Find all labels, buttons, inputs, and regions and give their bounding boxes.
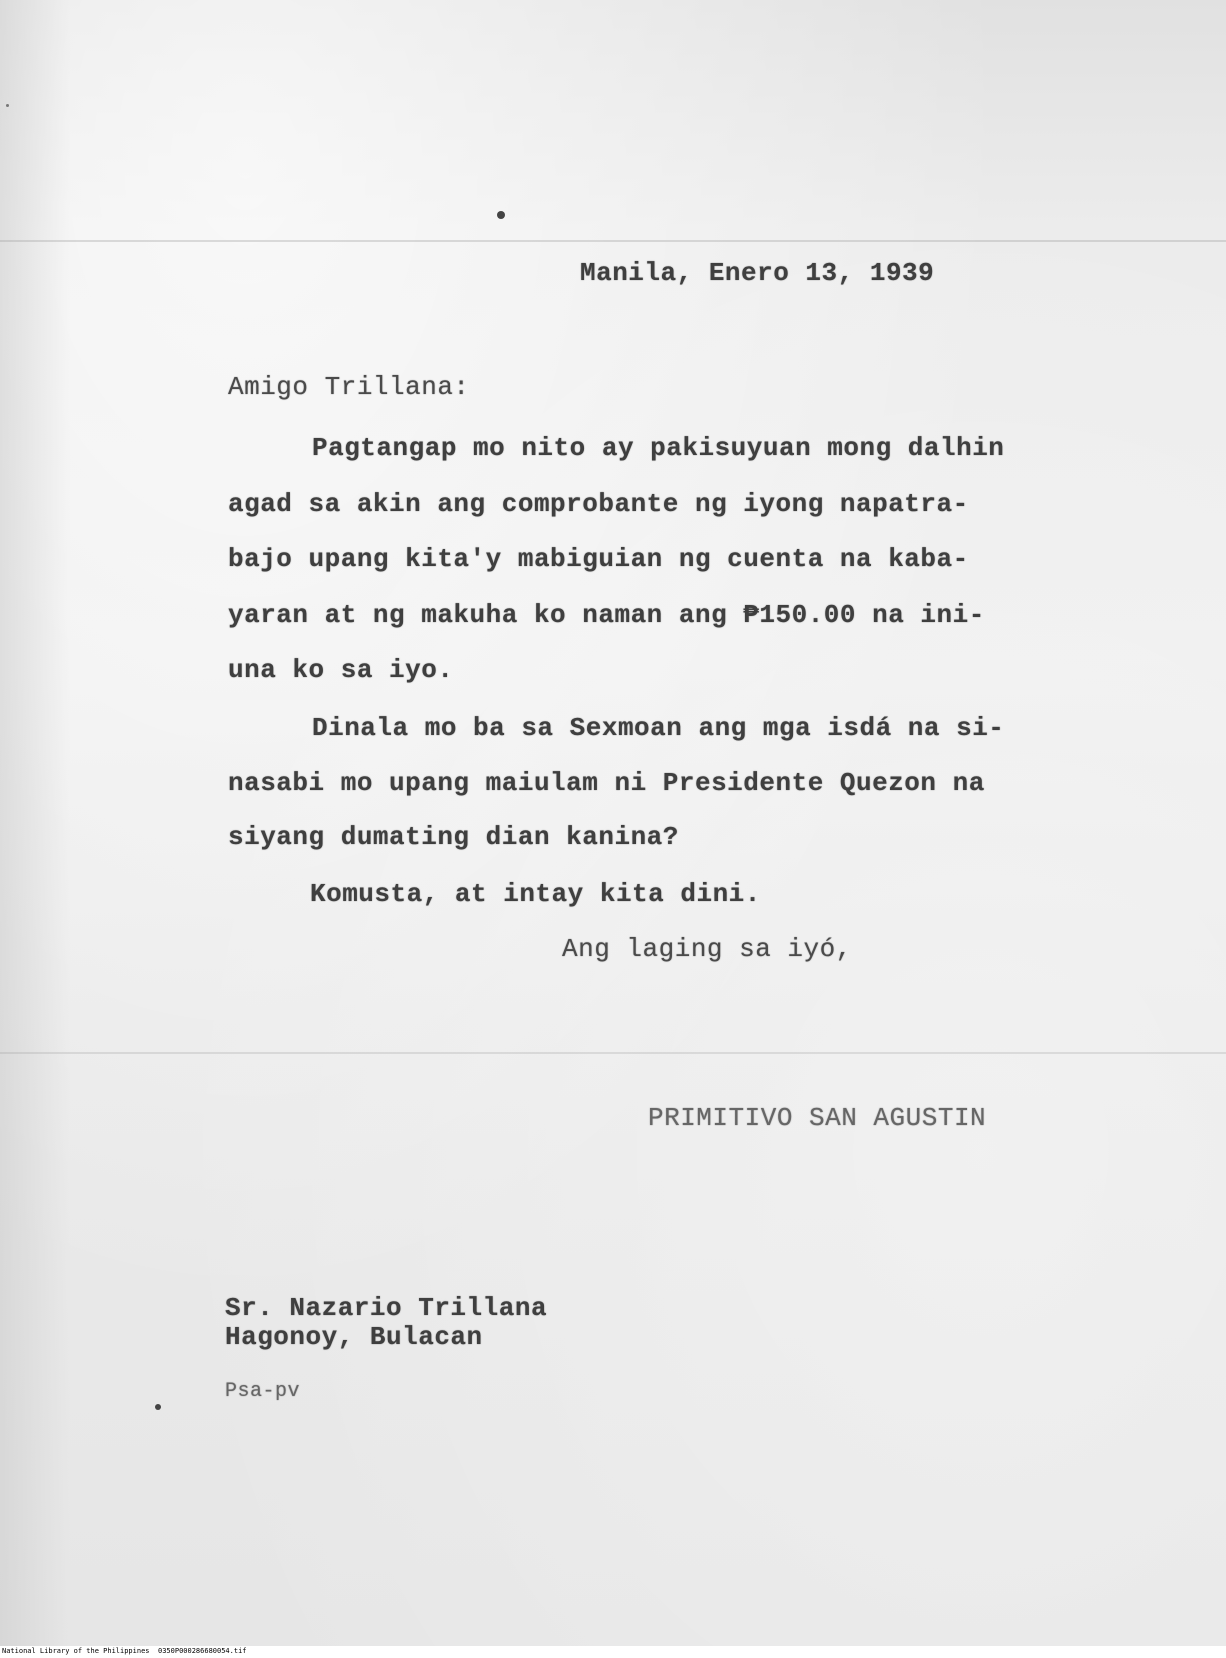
addressee-place: Hagonoy, Bulacan (225, 1322, 483, 1352)
letter-closing: Ang laging sa iyó, (562, 934, 852, 964)
letter-signature: PRIMITIVO SAN AGUSTIN (648, 1103, 987, 1133)
letter-line: siyang dumating dian kanina? (228, 822, 679, 852)
footer-file-name: 0350P000286680054.tif (158, 1647, 247, 1655)
ink-speck (155, 1404, 161, 1410)
paper-fold-line (0, 1052, 1226, 1054)
paper-fold-line (0, 240, 1226, 242)
letter-line: agad sa akin ang comprobante ng iyong napatra- (228, 489, 969, 519)
ink-speck (497, 211, 505, 219)
letter-line: Pagtangap mo nito ay pakisuyuan mong dalhin (312, 433, 1005, 463)
footer-library-name: National Library of the Philippines (2, 1647, 150, 1655)
ink-speck (6, 104, 9, 107)
reference-initials: Psa-pv (225, 1380, 301, 1403)
paper-crease (0, 0, 70, 1646)
addressee-name: Sr. Nazario Trillana (225, 1293, 548, 1323)
letter-line: bajo upang kita'y mabiguian ng cuenta na kaba- (228, 544, 969, 574)
letter-line: yaran at ng makuha ko naman ang ₱150.00 na ini- (228, 600, 985, 630)
letter-paragraph-3: Komusta, at intay kita dini. (310, 879, 761, 909)
letter-line: nasabi mo upang maiulam ni Presidente Quezon na (228, 768, 985, 798)
letter-line: una ko sa iyo. (228, 655, 454, 685)
letter-salutation: Amigo Trillana: (228, 372, 470, 402)
letter-dateline: Manila, Enero 13, 1939 (580, 258, 935, 288)
letter-line: Dinala mo ba sa Sexmoan ang mga isdá na si- (312, 713, 1005, 743)
